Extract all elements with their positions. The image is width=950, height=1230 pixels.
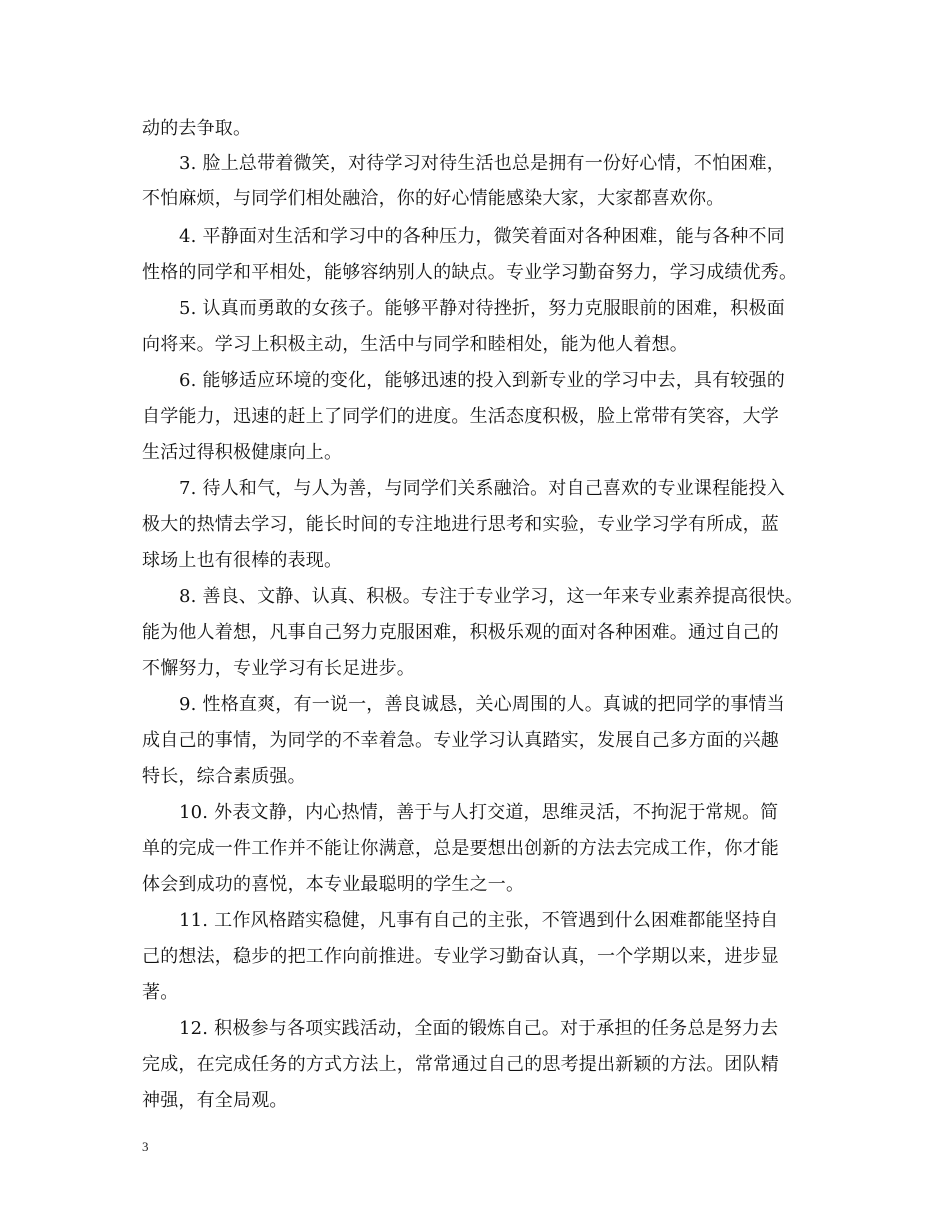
- text-line: 性格的同学和平相处，能够容纳别人的缺点。专业学习勤奋努力，学习成绩优秀。: [142, 262, 798, 283]
- text-line: 完成，在完成任务的方式方法上，常常通过自己的思考提出新颖的方法。团队精: [142, 1054, 779, 1075]
- text-line: 10. 外表文静，内心热情，善于与人打交道，思维灵活，不拘泥于常规。简: [179, 802, 779, 823]
- text-line: 特长，综合素质强。: [142, 766, 306, 787]
- text-line: 神强，有全局观。: [142, 1090, 288, 1111]
- text-line: 7. 待人和气，与人为善，与同学们关系融洽。对自己喜欢的专业课程能投入: [179, 478, 785, 499]
- text-line: 不怕麻烦，与同学们相处融洽，你的好心情能感染大家，大家都喜欢你。: [142, 188, 725, 209]
- text-line: 成自己的事情，为同学的不幸着急。专业学习认真踏实，发展自己多方面的兴趣: [142, 730, 779, 751]
- text-line: 体会到成功的喜悦，本专业最聪明的学生之一。: [142, 874, 525, 895]
- text-line: 6. 能够适应环境的变化，能够迅速的投入到新专业的学习中去，具有较强的: [179, 370, 785, 391]
- text-line: 9. 性格直爽，有一说一，善良诚恳，关心周围的人。真诚的把同学的事情当: [179, 694, 785, 715]
- text-line: 5. 认真而勇敢的女孩子。能够平静对待挫折，努力克服眼前的困难，积极面: [179, 298, 785, 319]
- text-line: 向将来。学习上积极主动，生活中与同学和睦相处，能为他人着想。: [142, 334, 688, 355]
- text-line: 著。: [142, 982, 179, 1003]
- text-line: 3. 脸上总带着微笑，对待学习对待生活也总是拥有一份好心情，不怕困难，: [179, 153, 785, 174]
- text-line: 12. 积极参与各项实践活动，全面的锻炼自己。对于承担的任务总是努力去: [179, 1018, 779, 1039]
- text-line: 己的想法，稳步的把工作向前推进。专业学习勤奋认真，一个学期以来，进步显: [142, 946, 779, 967]
- text-line: 能为他人着想，凡事自己努力克服困难，积极乐观的面对各种困难。通过自己的: [142, 622, 779, 643]
- text-line: 极大的热情去学习，能长时间的专注地进行思考和实验，专业学习学有所成，蓝: [142, 514, 779, 535]
- text-line: 8. 善良、文静、认真、积极。专注于专业学习，这一年来专业素养提高很快。: [179, 586, 804, 607]
- text-line: 生活过得积极健康向上。: [142, 442, 343, 463]
- text-line: 不懈努力，专业学习有长足进步。: [142, 658, 415, 679]
- page-number: 3: [142, 1139, 149, 1154]
- text-line: 球场上也有很棒的表现。: [142, 550, 343, 571]
- text-line: 动的去争取。: [142, 118, 252, 139]
- text-line: 11. 工作风格踏实稳健，凡事有自己的主张，不管遇到什么困难都能坚持自: [179, 910, 779, 931]
- text-line: 单的完成一件工作并不能让你满意，总是要想出创新的方法去完成工作，你才能: [142, 838, 779, 859]
- text-line: 自学能力，迅速的赶上了同学们的进度。生活态度积极，脸上常带有笑容，大学: [142, 406, 779, 427]
- text-line: 4. 平静面对生活和学习中的各种压力，微笑着面对各种困难，能与各种不同: [179, 226, 785, 247]
